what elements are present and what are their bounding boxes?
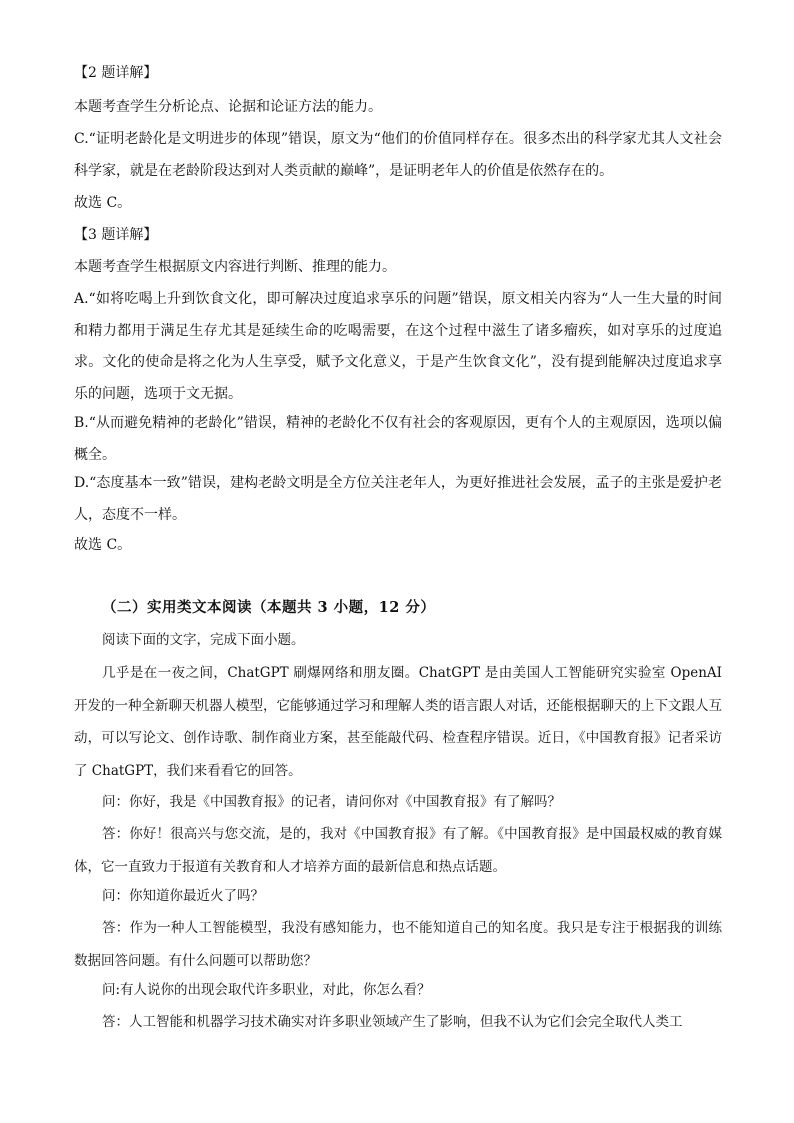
q2-answer: 故选 C。	[74, 195, 132, 211]
dialogue-question: 问：你知道你最近火了吗？	[102, 888, 264, 904]
q3-answer: 故选 C。	[74, 537, 132, 553]
q3-option-a: A.“如将吃喝上升到饮食文化，即可解决过度追求享乐的问题”错误，原文相关内容为“人一生大量的时间和精力都用于满足生存尤其是延续生命的吃喝需要，在这个过程中滋生了诸多瘤疾，如对享乐的过度追求。文化的使命是将之化为人生享受，赋予文化意义，于是产生饮食文化”，没有提到能解决过度追求享乐的问题，选项于文无据。	[74, 291, 722, 402]
q2-intro: 本题考查学生分析论点、论据和论证方法的能力。	[74, 99, 382, 115]
dialogue-question: 问：你好，我是《中国教育报》的记者，请问你对《中国教育报》有了解吗？	[102, 794, 561, 810]
q2-header: 【2 题详解】	[74, 65, 158, 81]
dialogue-question: 问:有人说你的出现会取代许多职业，对此，你怎么看？	[102, 982, 431, 998]
q2-option-c: C.“证明老龄化是文明进步的体现”错误，原文为“他们的价值同样存在。很多杰出的科学家尤其人文社会科学家，就是在老龄阶段达到对人类贡献的巅峰”，是证明老年人的价值是依然存在的。	[74, 131, 722, 179]
section-title: （二）实用类文本阅读（本题共 3 小题，12 分）	[102, 599, 436, 616]
q3-option-d: D.“态度基本一致”错误，建构老龄文明是全方位关注老年人，为更好推进社会发展，孟子的主张是爱护老人，态度不一样。	[74, 475, 722, 523]
q3-intro: 本题考查学生根据原文内容进行判断、推理的能力。	[74, 259, 396, 275]
section-instruction: 阅读下面的文字，完成下面小题。	[102, 632, 305, 648]
dialogue-answer: 答：你好！很高兴与您交流，是的，我对《中国教育报》有了解。《中国教育报》是中国最权威的教育媒体，它一直致力于报道有关教育和人才培养方面的最新信息和热点话题。	[74, 826, 722, 875]
dialogue-answer: 答：作为一种人工智能模型，我没有感知能力，也不能知道自己的知名度。我只是专注于根据我的训练数据回答问题。有什么问题可以帮助您？	[74, 920, 722, 969]
q3-option-b: B.“从而避免精神的老龄化”错误，精神的老龄化不仅有社会的客观原因，更有个人的主观原因，选项以偏概全。	[74, 415, 722, 463]
q3-header: 【3 题详解】	[74, 227, 158, 243]
dialogue-answer: 答：人工智能和机器学习技术确实对许多职业领域产生了影响，但我不认为它们会完全取代人类工	[102, 1014, 683, 1030]
article-paragraph: 几乎是在一夜之间，ChatGPT 刷爆网络和朋友圈。ChatGPT 是由美国人工智能研究实验室 OpenAI 开发的一种全新聊天机器人模型，它能够通过学习和理解人类的语言跟人对话，还能根据聊天的上下文跟人互动，可以写论文、创作诗歌、制作商业方案，甚至能敲代码、检查程序错误。近日，《中国教育报》记者采访了 ChatGPT，我们来看看它的回答。	[74, 665, 722, 779]
